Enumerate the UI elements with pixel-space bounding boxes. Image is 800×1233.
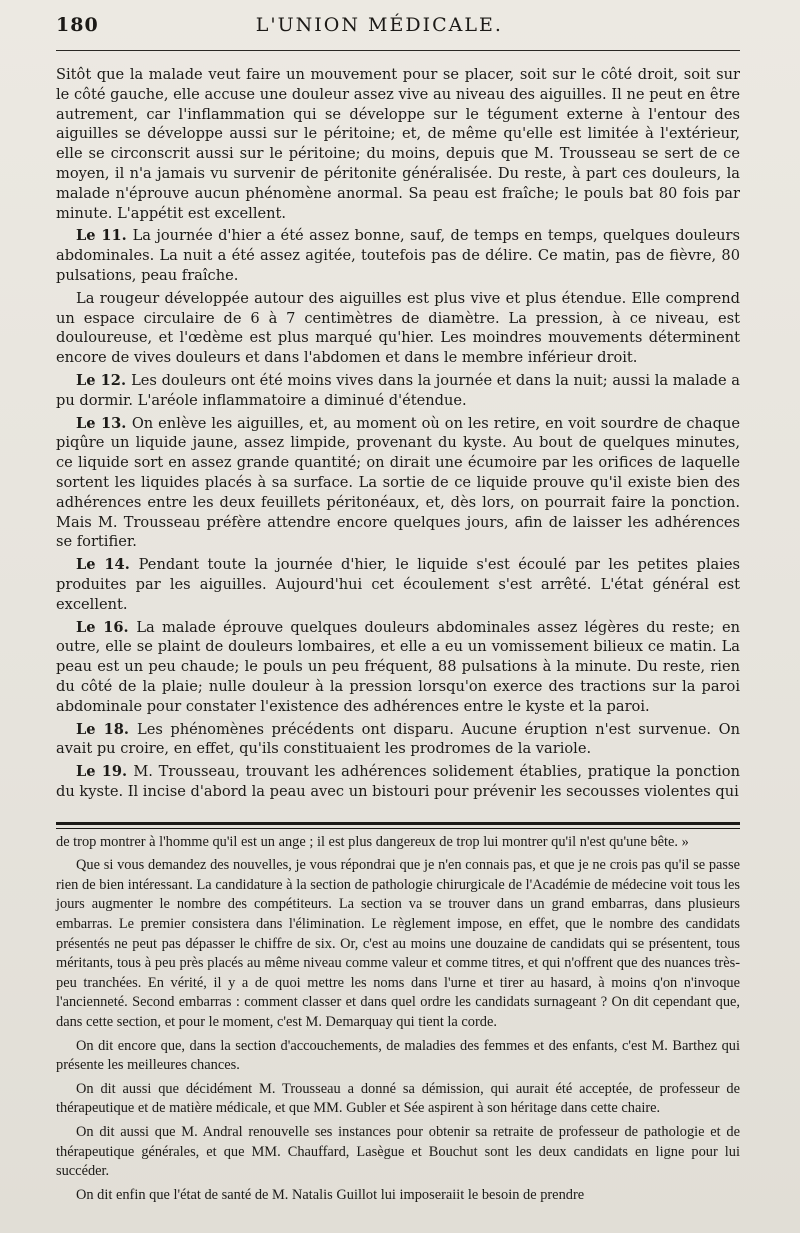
page-header bbox=[56, 14, 740, 46]
observation-paragraph bbox=[56, 289, 740, 368]
entry-text: Sitôt que la malade veut faire un mouvement pour se placer, soit sur le côté droit, soit sur le côté gauche, elle accuse une douleur assez vive au niveau des aiguilles. Il ne peut en être autrement, car l'inflammation qui se développe sur le tégument externe à l'entour des aiguilles se développe aussi sur le péritoine; et, de même qu'elle est limitée à l'extérieur, elle se circonscrit aussi sur le péritoine; du moins, depuis que M. Trousseau se sert de ce moyen, il n'a jamais vu survenir de péritonite généralisée. Du reste, à part ces douleurs, la malade n'éprouve aucun phénomène anormal. Sa peau est fraîche; le pouls bat 80 fois par minute. L'appétit est excellent. bbox=[56, 66, 740, 222]
observation-paragraph bbox=[56, 762, 740, 802]
entry-date: Le 12. bbox=[76, 371, 132, 389]
feuilleton-paragraph: Que si vous demandez des nouvelles, je vous répondrai que je n'en connais pas, et que je ne crois pas qu'il se passe rien de bien intéressant. La candidature à la section de pathologie chirurgicale de l'Académie de médecine voit tous les jours augmenter le nombre des compétiteurs. La section va se trouver dans un grand embarras, dans plusieurs embarras. Le premier consistera dans l'élimination. Le règlement impose, en effet, que le nombre des candidats présentés ne peut pas dépasser le chiffre de six. Or, c'est au moins une douzaine de candidats qui se présentent, tous méritants, tous à peu près placés au même niveau comme valeur et comme titres, et qui n'offrent que des nuances très-peu tranchées. En vérité, il y a de quoi mettre les noms dans l'urne et tirer au hasard, à moins q'on n'invoque l'ancienneté. Second embarras : comment classer et dans quel ordre les candidats surnageant ? On dit cependant que, dans cette section, et pour le moment, c'est M. Demarquay qui tient la corde. bbox=[56, 857, 740, 1031]
observation-paragraph bbox=[56, 555, 740, 614]
entry-text: On enlève les aiguilles, et, au moment où on les retire, en voit sourdre de chaque piqûre un liquide jaune, assez limpide, provenant du kyste. Au bout de quelques minutes, ce liquide sort en assez grande quantité; on dirait une écumoire par les orifices de laquelle sortent les liquides placés à sa surface. La sortie de ce liquide prouve qu'il existe bien des adhérences entre les deux feuillets péritonéaux, et, dès lors, on pourrait faire la ponction. Mais M. Trousseau préfère attendre encore quelques jours, afin de laisser les adhérences se fortifier. bbox=[56, 414, 740, 551]
feuilleton-column bbox=[56, 833, 740, 1206]
entry-date: Le 14. bbox=[76, 556, 139, 574]
clinical-observation bbox=[56, 65, 740, 802]
entry-date: Le 16. bbox=[76, 618, 137, 636]
feuilleton-paragraph: On dit enfin que l'état de santé de M. Natalis Guillot lui imposeraiit le besoin de prendre bbox=[76, 1186, 585, 1203]
feuilleton-paragraph: de trop montrer à l'homme qu'il est un ange ; il est plus dangereux de trop lui montrer qu'il n'est qu'une bête. » bbox=[56, 833, 689, 850]
feuilleton-paragraph: On dit encore que, dans la section d'accouchements, de maladies des femmes et des enfants, c'est M. Barthez qui présente les meilleures chances. bbox=[56, 1037, 740, 1074]
entry-date: Le 13. bbox=[76, 414, 132, 432]
entry-text: Pendant toute la journée d'hier, le liquide s'est écoulé par les petites plaies produites par les aiguilles. Aujourd'hui cet écoulement s'est arrêté. L'état général est excellent. bbox=[56, 556, 740, 613]
observation-paragraph bbox=[56, 720, 740, 760]
entry-date: Le 19. bbox=[76, 763, 134, 781]
observation-paragraph bbox=[56, 618, 740, 717]
entry-text: La malade éprouve quelques douleurs abdominales assez légères du reste; en outre, elle se plaint de douleurs lombaires, et elle a eu un vomissement bilieux ce matin. La peau est un peu chaude; le pouls un peu fréquent, 88 pulsations à la minute. Du reste, rien du côté de la plaie; nulle douleur à la pression lorsqu'on exerce des tractions sur la paroi abdominale pour constater l'existence des adhérences entre le kyste et la paroi. bbox=[56, 618, 740, 715]
header-rule bbox=[56, 50, 740, 51]
feuilleton-separator bbox=[56, 822, 740, 825]
feuilleton-paragraph: On dit aussi que M. Andral renouvelle ses instances pour obtenir sa retraite de professeur de pathologie et de thérapeutique générales, et que MM. Chauffard, Lasègue et Bouchut sont les deux candidats en ligne pour lui succéder. bbox=[56, 1124, 740, 1180]
entry-date: Le 18. bbox=[76, 720, 137, 738]
observation-paragraph bbox=[56, 371, 740, 411]
entry-text: La journée d'hier a été assez bonne, sauf, de temps en temps, quelques douleurs abdominales. La nuit a été assez agitée, toutefois pas de délire. Ce matin, pas de fièvre, 80 pulsations, peau fraîche. bbox=[56, 227, 740, 284]
observation-paragraph bbox=[56, 65, 740, 223]
feuilleton-paragraph: On dit aussi que décidément M. Trousseau a donné sa démission, qui aurait été acceptée, de professeur de thérapeutique et de matière médicale, et que MM. Gubler et Sée aspirent à son héritage dans cette chaire. bbox=[56, 1080, 740, 1117]
page-number: 180 bbox=[56, 14, 99, 36]
entry-date: Le 11. bbox=[76, 227, 133, 245]
observation-paragraph bbox=[56, 414, 740, 553]
entry-text: La rougeur développée autour des aiguilles est plus vive et plus étendue. Elle comprend un espace circulaire de 6 à 7 centimètres de diamètre. La pression, à ce niveau, est douloureuse, et l'œdème est plus marqué qu'hier. Les moindres mouvements déterminent encore de vives douleurs et dans l'abdomen et dans le membre inférieur droit. bbox=[56, 289, 740, 367]
entry-text: Les douleurs ont été moins vives dans la journée et dans la nuit; aussi la malade a pu dormir. L'aréole inflammatoire a diminué d'étendue. bbox=[56, 371, 740, 409]
entry-text: Les phénomènes précédents ont disparu. Aucune éruption n'est survenue. On avait pu croire, en effet, qu'ils constituaient les prodromes de la variole. bbox=[56, 720, 740, 758]
journal-title: L'UNION MÉDICALE. bbox=[255, 14, 503, 36]
entry-text: M. Trousseau, trouvant les adhérences solidement établies, pratique la ponction du kyste. Il incise d'abord la peau avec un bistouri pour prévenir les secousses violentes qui bbox=[56, 763, 740, 800]
observation-paragraph bbox=[56, 226, 740, 285]
